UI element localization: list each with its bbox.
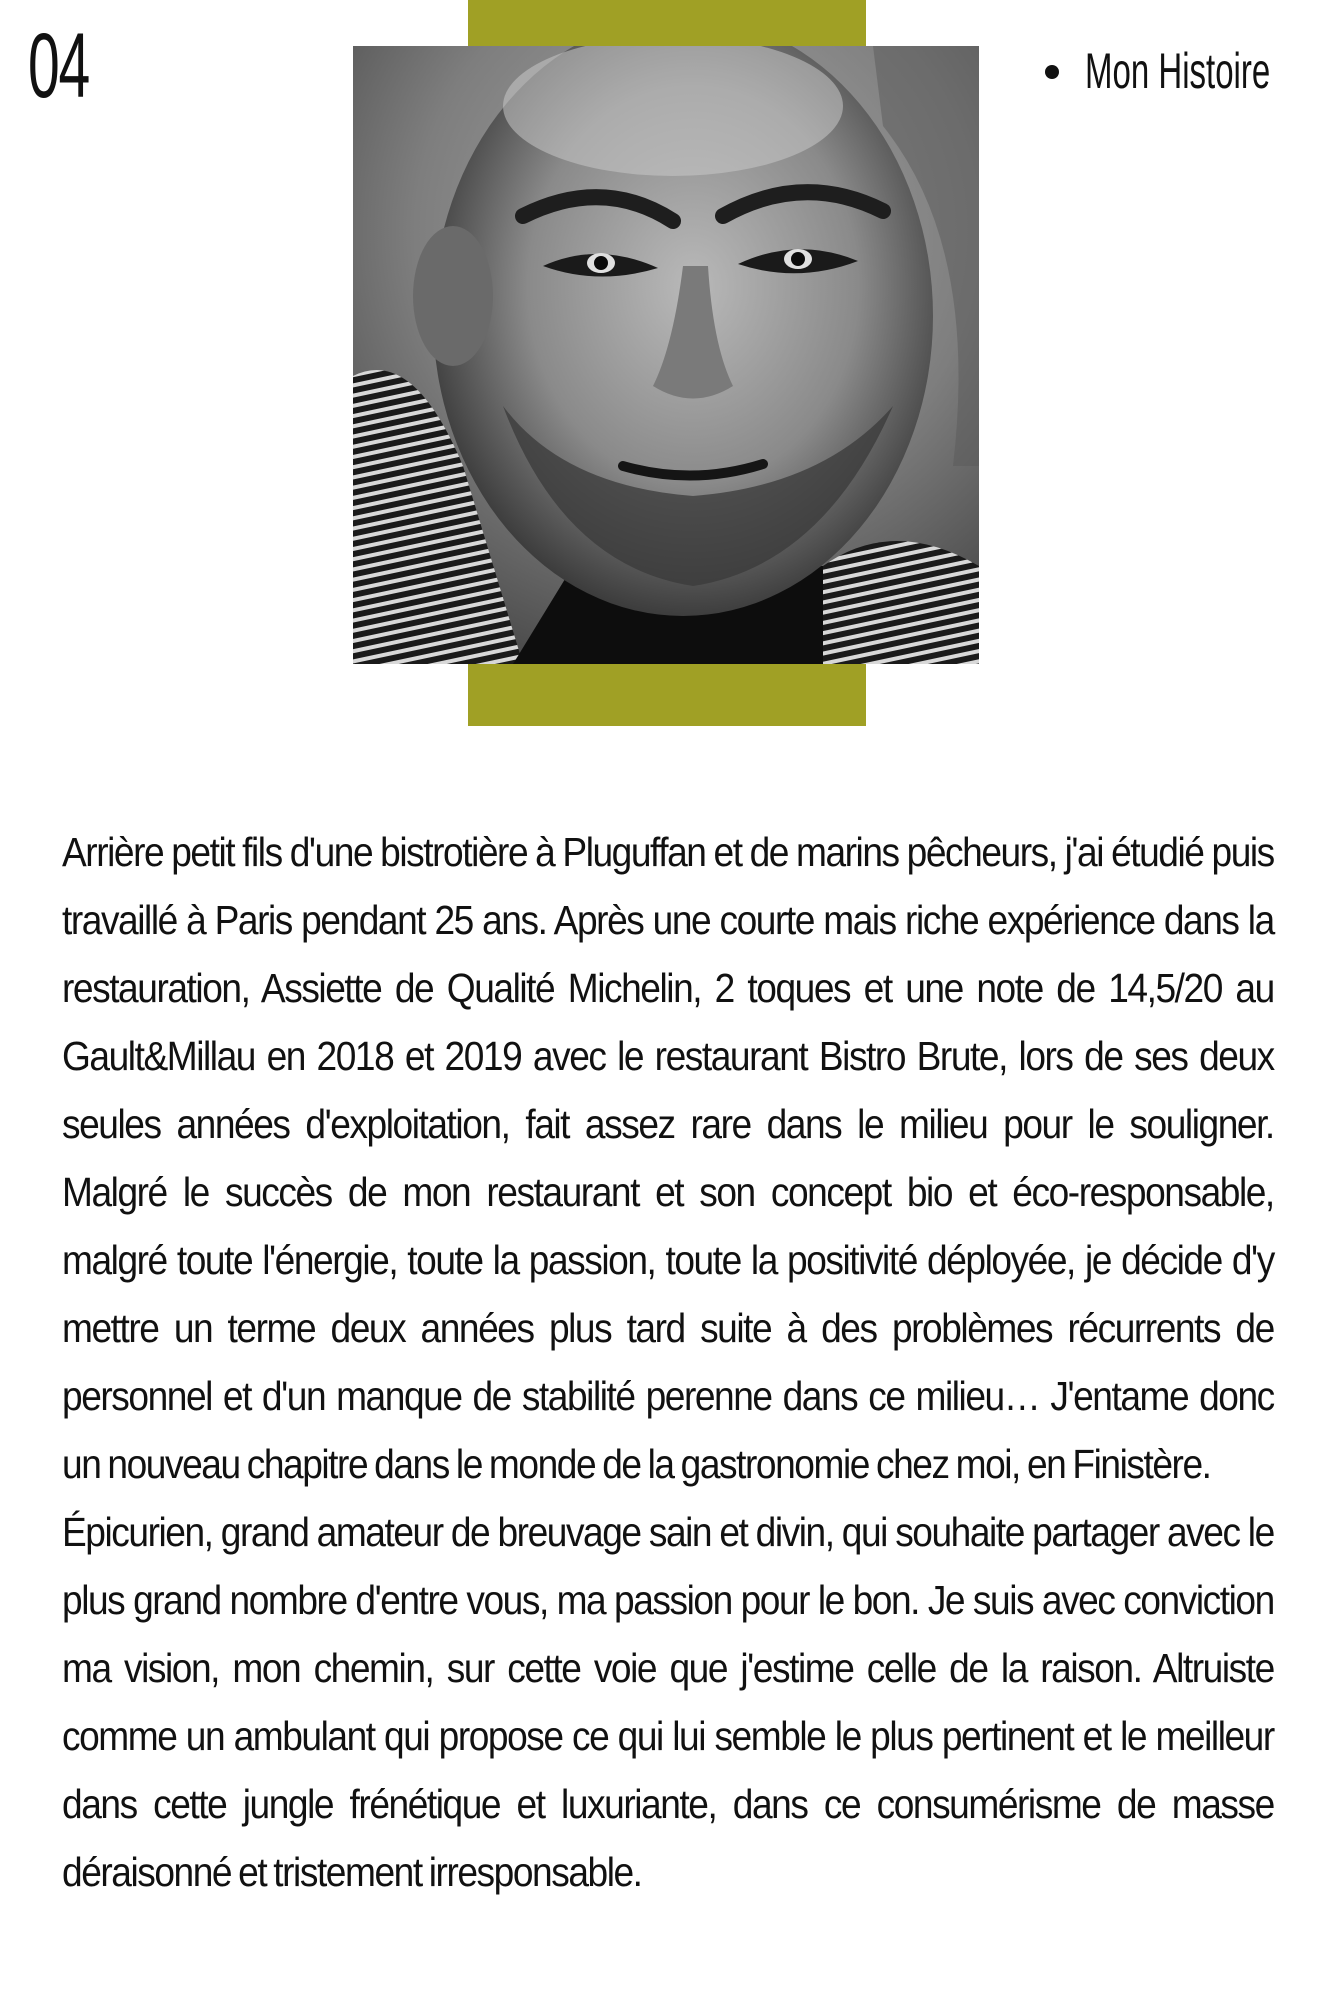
story-text [62,818,1274,1906]
bullet-icon [1045,65,1059,79]
section-title: Mon Histoire [1085,43,1271,99]
story-paragraph-2: Épicurien, grand amateur de breuvage sain et divin, qui souhaite partager avec le plus grand nombre d'entre vous, ma passion pour le bon. Je suis avec conviction ma vision, mon chemin, sur cette voie que j'estime celle de la raison. Altruiste comme un ambulant qui propose ce qui lui semble le plus pertinent et le meilleur dans cette jungle frénétique et luxuriante, dans ce consumérisme de masse déraisonné et tristement irresponsable. [62,1509,1274,1895]
page-number: 04 [28,15,89,117]
story-paragraph-1: Arrière petit fils d'une bistrotière à Pluguffan et de marins pêcheurs, j'ai étudié puis travaillé à Paris pendant 25 ans. Après une courte mais riche expérience dans la restauration, Assiette de Qualité Michelin, 2 toques et une note de 14,5/20 au Gault&Millau en 2018 et 2019 avec le restaurant Bistro Brute, lors de ses deux seules années d'exploitation, fait assez rare dans le milieu pour le souligner. Malgré le succès de mon restaurant et son concept bio et éco-responsable, malgré toute l'énergie, toute la passion, toute la positivité déployée, je décide d'y mettre un terme deux années plus tard suite à des problèmes récurrents de personnel et d'un manque de stabilité perenne dans ce milieu… J'entame donc un nouveau chapitre dans le monde de la gastronomie chez moi, en Finistère. [62,829,1274,1487]
portrait-photo [353,46,979,664]
section-label [1045,44,1333,99]
portrait-photo-icon [353,46,979,664]
